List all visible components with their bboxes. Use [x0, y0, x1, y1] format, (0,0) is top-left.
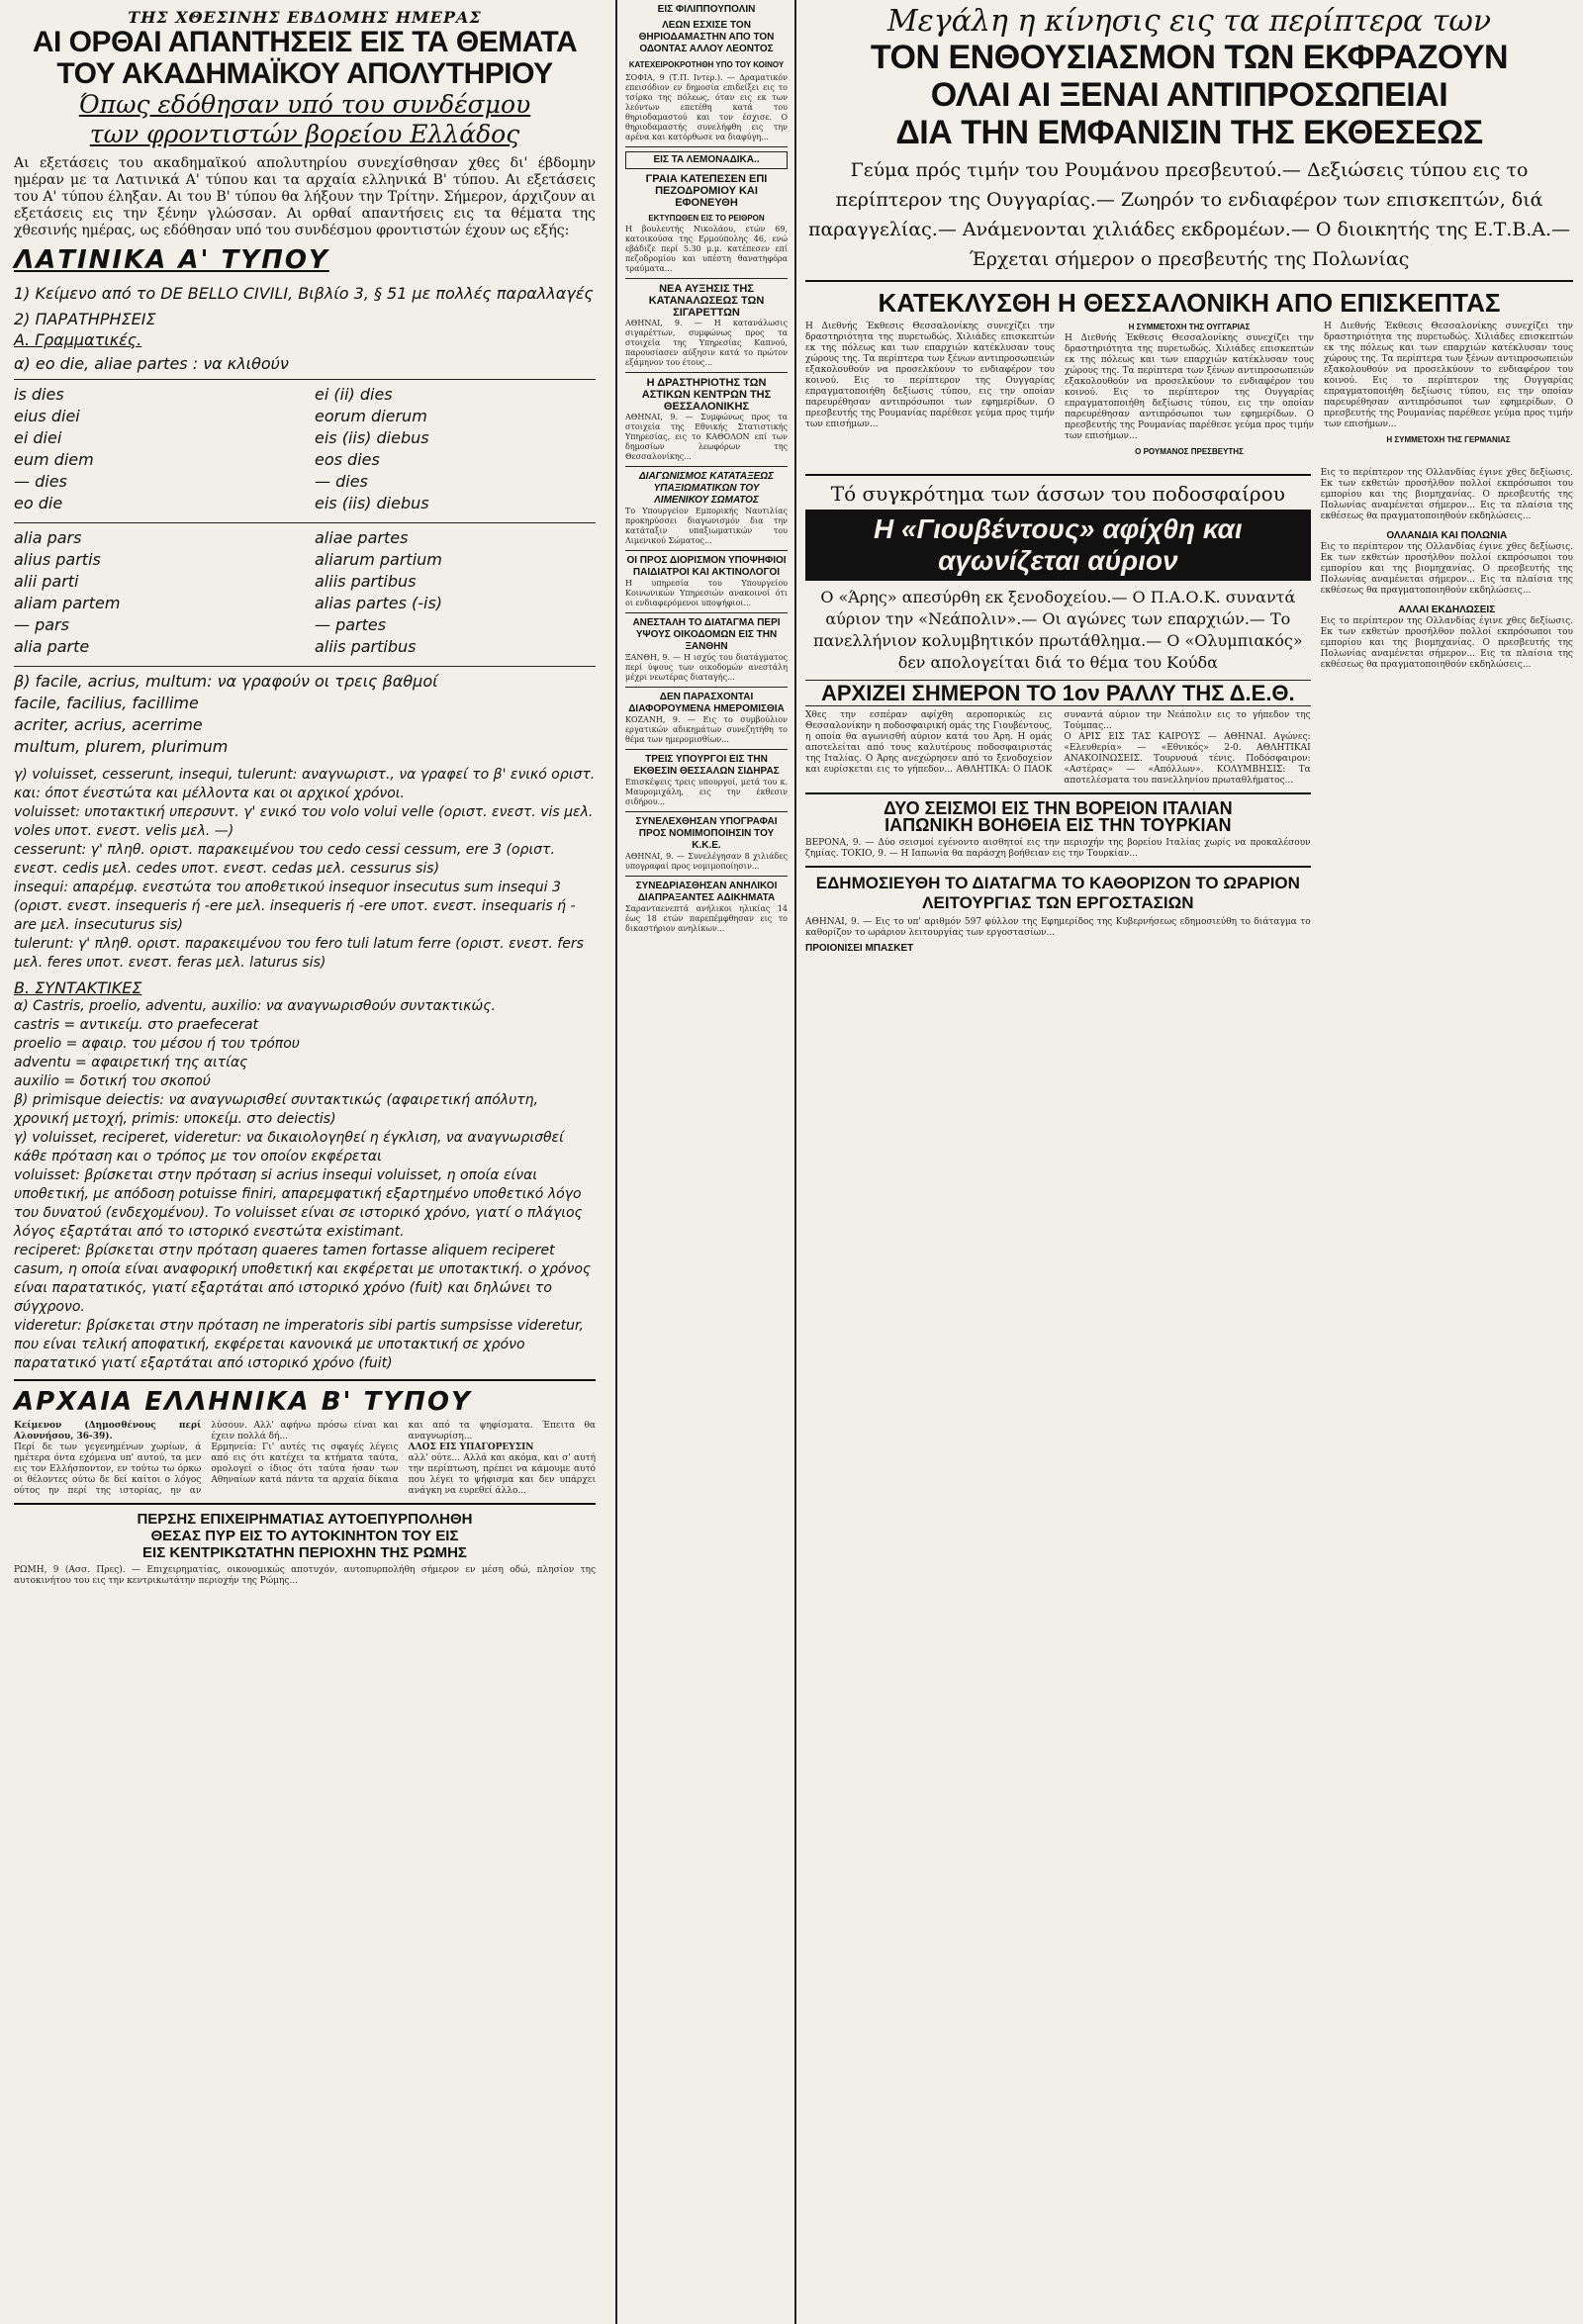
decl-cell: aliam partem: [14, 594, 121, 612]
divider: [625, 811, 788, 812]
latin-title: ΛΑΤΙΝΙΚΑ Α' ΤΥΠΟΥ: [14, 245, 329, 275]
mid-dateline: ΕΙΣ ΦΙΛΙΠΠΟΥΠΟΛΙΝ: [657, 4, 756, 15]
syntax-a4: adventu = αφαιρετική της αιτίας: [14, 1055, 248, 1070]
divider: [625, 876, 788, 877]
decl-cell: — dies: [315, 472, 368, 491]
left-column: [0, 0, 613, 2324]
mid-article-1-headline: ΛΕΩΝ ΕΣΧΙΣΕ ΤΟΝ ΘΗΡΙΟΔΑΜΑΣΤΗΝ ΑΠΟ ΤΟΝ ΟΔΟΝΤΑΣ ΑΛΛΟΥ ΛΕΟΝΤΟΣ: [638, 20, 775, 54]
mid-article-1-sub: ΚΑΤΕΧΕΙΡΟΚΡΟΤΗΘΗ ΥΠΟ ΤΟΥ ΚΟΙΝΟΥ: [628, 60, 785, 69]
mid-article-2-kicker: ΕΙΣ ΤΑ ΛΕΜΟΝΑΔΙΚΑ..: [625, 151, 788, 169]
divider: [625, 749, 788, 750]
persis-body: ΡΩΜΗ, 9 (Ασσ. Πρες). — Επιχειρηματίας, οικονομικώς αποτυχόν, αυτοπυρπολήθη σήμερον εν μέση οδώ, πλησίον της αυτοκινήτου του εις την κεντρικωτάτην περιοχήν της Ρώμης...: [14, 1565, 596, 1586]
mid-article-8-headline: ΔΕΝ ΠΑΡΑΣΧΟΝΤΑΙ ΔΙΑΦΟΡΟΥΜΕΝΑ ΗΜΕΡΟΜΙΣΘΙΑ: [628, 692, 785, 714]
mid-article-7-headline: ΑΝΕΣΤΑΛΗ ΤΟ ΔΙΑΤΑΓΜΑ ΠΕΡΙ ΥΨΟΥΣ ΟΙΚΟΔΟΜΩΝ ΕΙΣ ΤΗΝ ΞΑΝΘΗΝ: [632, 617, 781, 652]
latin-line-b3: acriter, acrius, acerrime: [14, 715, 203, 734]
decl-cell: aliarum partium: [315, 550, 442, 569]
right-column: [799, 0, 1583, 2324]
left-headline-2: ΤΟΥ ΑΚΑΔΗΜΑΪΚΟΥ ΑΠΟΛΥΤΗΡΙΟΥ: [56, 57, 553, 90]
mid-article-9-headline: ΤΡΕΙΣ ΥΠΟΥΡΓΟΙ ΕΙΣ ΤΗΝ ΕΚΘΕΣΙΝ ΘΕΣΣΑΛΩΝ ΣΙΔΗΡΑΣ: [633, 754, 780, 777]
sport-block: [805, 468, 1311, 955]
banner-line-3: ΔΙΑ ΤΗΝ ΕΜΦΑΝΙΣΙΝ ΤΗΣ ΕΚΘΕΣΕΩΣ: [895, 114, 1483, 151]
r2-col-2: [1065, 322, 1314, 458]
decl-cell: — dies: [14, 472, 67, 491]
greek-kimenon: Κείμενον (Δημοσθένους περί Αλοννήσου, 36-39).: [14, 1421, 202, 1441]
divider: [625, 612, 788, 613]
declension-table-2: [14, 522, 596, 658]
sport-results: Ο ΑΡΙΣ ΕΙΣ ΤΑΣ ΚΑΙΡΟΥΣ — ΑΘΗΝΑΙ. Αγώνες: «Ελευθερία» — «Εθνικός» 2-0. ΑΘΛΗΤΙΚΑΙ ΑΝΑΚΟΙΝΩΣΕΙΣ. Τουρνουά τένις. Ποδόσφαιρον: «Αστέρας» — «Απόλλων». ΚΟΛΥΜΒΗΣΙΣ: Τα αποτελέσματα του πανελληνίου πρωταθλήματος...: [1064, 732, 1311, 786]
right-side-block: [1321, 468, 1573, 955]
mid-article-4-body: ΑΘΗΝΑΙ, 9. — Συμφώνως προς τα στοιχεία της Εθνικής Στατιστικής Υπηρεσίας, εις το ΚΑΘΟΛΟΝ επί των δημοσίων λεωφόρων της Θεσσαλονίκης...: [625, 413, 788, 461]
decl-cell: alia parte: [14, 637, 90, 656]
decl-cell: is dies: [14, 385, 64, 404]
persis-title-2: ΘΕΣΑΣ ΠΥΡ ΕΙΣ ΤΟ ΑΥΤΟΚΙΝΗΤΟΝ ΤΟΥ ΕΙΣ: [150, 1528, 459, 1544]
latin-line-c5: tulerunt: γ' πληθ. οριστ. παρακειμένου του fero tuli latum ferre (οριστ. ενεστ. fers μελ. feres υποτ. ενεστ. feras μελ. laturus sis): [14, 936, 584, 971]
r2-body-repeat: Η Διεθνής Έκθεσις Θεσσαλονίκης συνεχίζει την δραστηριότητα της πυρετωδώς. Χιλιάδες επισκεπτών εκ της πόλεως και των επαρχιών κατέκλυσαν τους χώρους της. Τα περίπτερα των ξένων αντιπροσωπειών εξακολουθούν να προσελκύουν το ενδιαφέρον του κοινού. Εις το περίπτερον της Ουγγαρίας επραγματοποιήθη δεξίωσις τύπου, εις την οποίαν παρευρέθησαν αντιπρόσωποι των εφημερίδων. Ο πρεσβευτής της Ρουμανίας παρέθεσε γεύμα προς τιμήν των επισήμων...: [1065, 333, 1314, 441]
decl-cell: eo die: [14, 494, 63, 512]
latin-section-b: Β. ΣΥΝΤΑΚΤΙΚΕΣ: [14, 978, 142, 997]
left-subhead-2: των φροντιστών βορείου Ελλάδος: [89, 120, 520, 148]
decree-headline: ΕΔΗΜΟΣΙΕΥΘΗ ΤΟ ΔΙΑΤΑΓΜΑ ΤΟ ΚΑΘΟΡΙΖΟΝ ΤΟ ΩΡΑΡΙΟΝ ΛΕΙΤΟΥΡΓΙΑΣ ΤΩΝ ΕΡΓΟΣΤΑΣΙΩΝ: [815, 874, 1300, 912]
decl-cell: aliis partibus: [315, 572, 417, 591]
declension-1-plural: [315, 384, 596, 514]
r2-sub-3: Η ΣΥΜΜΕΤΟΧΗ ΤΗΣ ΓΕΡΜΑΝΙΑΣ: [1386, 435, 1511, 444]
left-subhead-1: Όπως εδόθησαν υπό του συνδέσμου: [78, 90, 531, 119]
sport-deck: Ο «Άρης» απεσύρθη εκ ξενοδοχείου.— Ο Π.Α.Ο.Κ. συναντά αύριον την «Νεάπολιν».— Οι αγώνες των επαρχιών.— Το πανελλήνιον κολυμβητικόν πρωτάθλημα.— Ο «Ολυμπιακός» δεν απολογείται διά το θέμα του Κούδα: [812, 588, 1303, 672]
decl-cell: ei diei: [14, 428, 62, 447]
r2-columns: [805, 322, 1573, 458]
mid-article-2-sub: ΕΚΤΥΠΩΘΕΝ ΕΙΣ ΤΟ ΡΕΙΘΡΟΝ: [648, 214, 765, 223]
decl-cell: eos dies: [315, 450, 380, 469]
syntax-c: γ) voluisset, reciperet, videretur: να δικαιολογηθεί η έγκλιση, να αναγνωρισθεί κάθε πρόταση και ο τρόπος με τον οποίον εκφέρεται: [14, 1130, 564, 1164]
left-kicker: ΤΗΣ ΧΘΕΣΙΝΗΣ ΕΒΔΟΜΗΣ ΗΜΕΡΑΣ: [128, 8, 482, 27]
mid-article-10-headline: ΣΥΝΕΛΕΧΘΗΣΑΝ ΥΠΟΓΡΑΦΑΙ ΠΡΟΣ ΝΟΜΙΜΟΠΟΙΗΣΙΝ ΤΟΥ Κ.Κ.Ε.: [635, 816, 778, 851]
r2-sub-2: Ο ΡΟΥΜΑΝΟΣ ΠΡΕΣΒΕΥΤΗΣ: [1135, 447, 1244, 456]
divider: [625, 550, 788, 551]
sport-headline-2: ΑΡΧΙΖΕΙ ΣΗΜΕΡΟΝ ΤΟ 1ον ΡΑΛΛΥ ΤΗΣ Δ.Ε.Θ.: [805, 680, 1311, 706]
mid-article-2-body: Η βουλευτής Νικολάου, ετών 69, κατοικούσα της Ερμούπολης 46, ενώ εβάδιζε περί 5.30 μ.μ. κατέπεσεν επί πεζοδρομίου και υπέστη θανατηφόρα τραύματα...: [625, 225, 788, 273]
sport-kicker: Τό συγκρότημα των άσσων του ποδοσφαίρου: [830, 482, 1285, 506]
middle-column: [621, 0, 792, 2324]
decl-cell: — pars: [14, 615, 69, 634]
syntax-a5: auxilio = δοτική του σκοπού: [14, 1073, 211, 1089]
left-intro: Αι εξετάσεις του ακαδημαϊκού απολυτηρίου συνεχίσθησαν χθες δι' έβδομην ημέραν με τα Λατινικά Α' τύπου και τα αρχαία ελληνικά Β' τύπου. Αι εξετάσεις του Α' τύπου έληξαν. Αι του Β' τύπου θα λήξουν την Τρίτην. Σήμερον, άρχιζουν αι εξετάσεις εις την ξένην γλώσσαν. Αι ορθαί απαντήσεις εις τα θέματα της χθεσινής ημέρας, ως εδόθησαν υπό του συνδέσμου φροντιστών έχουν ως εξής:: [14, 155, 596, 238]
divider: [625, 687, 788, 688]
syntax-c2: voluisset: βρίσκεται στην πρόταση si acrius insequi voluisset, η οποία είναι υποθετική, με απόδοση potuisse finiri, απαρεμφατική εξαρτημένο υποθετικό λόγο του δυνατού (ενδεχομένου). Το voluisset είναι σε ιστορικό χρόνο, γιατί ο πλάγιος λόγος εξαρτάται από το ιστορικό ενεστώτα existimant.: [14, 1167, 583, 1240]
quake-body: ΒΕΡΟΝΑ, 9. — Δύο σεισμοί εγένοντο αισθητοί εις την περιοχήν της βορείου Ιταλίας χωρίς να προκαλέσουν ζημίας. ΤΟΚΙΟ, 9. — Η Ιαπωνία θα παράσχη βοήθειαν εις την Τουρκίαν...: [805, 838, 1311, 859]
banner-line-1: ΤΟΝ ΕΝΘΟΥΣΙΑΣΜΟΝ ΤΩΝ ΕΚΦΡΑΖΟΥΝ: [870, 39, 1509, 76]
latin-line-c4: insequi: απαρέμφ. ενεστώτα του αποθετικού insequor insecutus sum insequi 3 (οριστ. ενεστ. insequeris ή -ere μελ. insequeris ή -ere υποτ. ενεστ. insequaris ή -are μελ. insecuturus sis): [14, 880, 576, 933]
mid-article-6-body: Η υπηρεσία του Υπουργείου Κοινωνικών Υπηρεσιών ανακοινοί ότι οι ενδιαφερόμενοι υποψήφιοι...: [625, 579, 788, 607]
mid-article-3-headline: ΝΕΑ ΑΥΞΗΣΙΣ ΤΗΣ ΚΑΤΑΝΑΛΩΣΕΩΣ ΤΩΝ ΣΙΓΑΡΕΤΤΩΝ: [648, 283, 765, 319]
divider: [805, 280, 1573, 282]
right-side-body-repeat: Εις το περίπτερον της Ολλανδίας έγινε χθες δεξίωσις. Εκ των εκθετών προσήλθον πολλοί εκπρόσωποι του εμπορίου και της βιομηχανίας. Ο πρεσβευτής της Πολωνίας αναμένεται σήμερον... Εις τα πλαίσια της εκθέσεως θα πραγματοποιηθούν εκδηλώσεις...: [1320, 542, 1573, 596]
decl-cell: aliae partes: [315, 528, 409, 547]
divider: [14, 1503, 596, 1505]
right-side-head-2: ΑΛΛΑΙ ΕΚΔΗΛΩΣΕΙΣ: [1398, 604, 1496, 615]
decl-cell: eis (iis) diebus: [315, 494, 429, 512]
divider: [805, 792, 1311, 794]
mid-article-10-body: ΑΘΗΝΑΙ, 9. — Συνελέγησαν 8 χιλιάδες υπογραφαί προς νομιμοποίησιν...: [625, 852, 788, 871]
greek-body-1: Περί δε των γεγενημένων χωρίων, ά ημέτερα όντα εχόμενα υπ' αυτού, τα μεν εις τον Ελλήσποντον, εν τούτω τω όρκω οι θέλοντες ούτω δε δεί καίτοι ο λόγος ούτος ην περί της ιστορίας, ην αν λύσουν. Αλλ' αφήνω πρόσω είναι και έχειν πολλά δή...: [14, 1421, 399, 1496]
latin-item-2: 2) ΠΑΡΑΤΗΡΗΣΕΙΣ: [14, 310, 156, 328]
latin-line-c3: cesserunt: γ' πληθ. οριστ. παρακειμένου του cedo cessi cessum, ere 3 (οριστ. ενεστ. cedis μελ. cedes υποτ. ενεστ. cedas μελ. cessurus sis): [14, 842, 555, 877]
lower-right: [805, 468, 1573, 955]
r2-col-3: [1324, 322, 1573, 458]
mid-article-2-headline: ΓΡΑΙΑ ΚΑΤΕΠΕΣΕΝ ΕΠΙ ΠΕΖΟΔΡΟΜΙΟΥ ΚΑΙ ΕΦΟΝΕΥΘΗ: [645, 173, 768, 209]
decl-cell: aliis partibus: [315, 637, 417, 656]
divider: [625, 278, 788, 279]
sport-body: Χθες την εσπέραν αφίχθη αεροπορικώς εις Θεσσαλονίκην η ποδοσφαιρική ομάς της Γιουβέντους, η οποία θα αγωνισθή αύριον κατά του Άρη. Η ομάς αποτελείται από τους καλυτέρους ποδοσφαιριστάς της Ιταλίας. Ο Άρης ανεχώρησεν από το ξενοδοχείον και ευρίσκεται εις το γήπεδον... ΑΘΛΗΤΙΚΑ: Ο ΠΑΟΚ συναντά αύριον την Νεάπολιν εις το γήπεδον της Τούμπας...: [805, 710, 1311, 775]
declension-2-plural: [315, 527, 596, 658]
mid-article-3-body: ΑΘΗΝΑΙ, 9. — Η κατανάλωσις σιγαρέττων, συμφώνως προς τα στοιχεία της Υπηρεσίας Καπνού, παρουσίασεν αύξησιν κατά το πρώτον εξάμηνον του έτους...: [625, 319, 788, 367]
banner-deck: Γεύμα πρός τιμήν του Ρουμάνου πρεσβευτού.— Δεξιώσεις τύπου εις το περίπτερον της Ουγγαρίας.— Ζωηρόν το ενδιαφέρον των επισκεπτών, διά παραγγελίας.— Ανάμενονται χιλιάδες εκδρομέων.— Ο διοικητής της Ε.Τ.Β.Α.— Έρχεται σήμερον ο πρεσβευτής της Πολωνίας: [807, 159, 1571, 270]
greek-body-3: αλλ' ούτε... Αλλά και ακόμα, και σ' αυτή την περίπτωση, πρέπει να κάμουμε αυτό που λέγει το ψήφισμα και δεν υπάρχει ανάγκη να ευρεθεί άλλο...: [408, 1453, 596, 1496]
decl-cell: — partes: [315, 615, 387, 634]
banner-line-2: ΟΛΑΙ ΑΙ ΞΕΝΑΙ ΑΝΤΙΠΡΟΣΩΠΕΙΑΙ: [930, 76, 1448, 114]
decl-cell: eius diei: [14, 407, 80, 425]
divider: [14, 1379, 596, 1381]
greek-body: [14, 1421, 596, 1497]
latin-line-b: β) facile, acrius, multum: να γραφούν οι τρεις βαθμοί: [14, 666, 596, 693]
mid-article-7-body: ΞΑΝΘΗ, 9. — Η ισχύς του διατάγματος περί ύψους των οικοδομών ανεστάλη μέχρι νεωτέρας διαταγής...: [625, 653, 788, 682]
decl-cell: alias partes (-is): [315, 594, 443, 612]
decl-cell: alius partis: [14, 550, 101, 569]
latin-line-b2: facile, facilius, facillime: [14, 694, 199, 712]
r2-sub-1: Η ΣΥΜΜΕΤΟΧΗ ΤΗΣ ΟΥΓΓΑΡΙΑΣ: [1128, 323, 1251, 331]
quake-headline-2: ΙΑΠΩΝΙΚΗ ΒΟΗΘΕΙΑ ΕΙΣ ΤΗΝ ΤΟΥΡΚΙΑΝ: [885, 815, 1232, 835]
syntax-a: α) Castris, proelio, adventu, auxilio: να αναγνωρισθούν συντακτικώς.: [14, 998, 496, 1014]
decree-body: ΑΘΗΝΑΙ, 9. — Εις το υπ' αριθμόν 597 φύλλον της Εφημερίδος της Κυβερνήσεως εδημοσιεύθη το διάταγμα το καθορίζον το ωράριον λειτουργίας των εργοστασίων...: [805, 917, 1311, 938]
r2-body-repeat: Η Διεθνής Έκθεσις Θεσσαλονίκης συνεχίζει την δραστηριότητα της πυρετωδώς. Χιλιάδες επισκεπτών εκ της πόλεως και των επαρχιών κατέκλυσαν τους χώρους της. Τα περίπτερα των ξένων αντιπροσωπειών εξακολουθούν να προσελκύουν το ενδιαφέρον του κοινού. Εις το περίπτερον της Ουγγαρίας επραγματοποιήθη δεξίωσις τύπου, εις την οποίαν παρευρέθησαν αντιπρόσωποι των εφημερίδων. Ο πρεσβευτής της Ρουμανίας παρέθεσε γεύμα προς τιμήν των επισήμων...: [1324, 322, 1573, 429]
mid-article-6-headline: ΟΙ ΠΡΟΣ ΔΙΟΡΙΣΜΟΝ ΥΠΟΨΗΦΙΟΙ ΠΑΙΔΙΑΤΡΟΙ ΚΑΙ ΑΚΤΙΝΟΛΟΓΟΙ: [626, 555, 787, 578]
mid-article-11-body: Σαρανταενεπτά ανήλικοι ηλικίας 14 έως 18 ετών παρεπέμφθησαν εις το δικαστήριον ανηλίκων...: [625, 904, 788, 933]
divider: [625, 372, 788, 373]
decl-cell: alia pars: [14, 528, 82, 547]
latin-line-b4: multum, plurem, plurimum: [14, 737, 229, 756]
divider: [625, 146, 788, 147]
latin-line-c2: voluisset: υποτακτική υπερσυντ. γ' ενικό του volo volui velle (οριστ. ενεστ. vis μελ. voles υποτ. ενεστ. velis μελ. —): [14, 804, 594, 839]
syntax-a3: proelio = αφαιρ. του μέσου ή του τρόπου: [14, 1036, 300, 1052]
column-rule: [794, 0, 796, 2324]
r2-body: Η Διεθνής Έκθεσις Θεσσαλονίκης συνεχίζει την δραστηριότητα της πυρετωδώς. Χιλιάδες επισκεπτών εκ της πόλεως και των επαρχιών κατέκλυσαν τους χώρους της. Τα περίπτερα των ξένων αντιπροσωπειών εξακολουθούν να προσελκύουν το ενδιαφέρον του κοινού. Εις το περίπτερον της Ουγγαρίας επραγματοποιήθη δεξίωσις τύπου, εις την οποίαν παρευρέθησαν αντιπρόσωποι των εφημερίδων. Ο πρεσβευτής της Ρουμανίας παρέθεσε γεύμα προς τιμήν των επισήμων...: [805, 322, 1055, 429]
mid-article-5-headline: ΔΙΑΓΩΝΙΣΜΟΣ ΚΑΤΑΤΑΞΕΩΣ ΥΠΑΞΙΩΜΑΤΙΚΩΝ ΤΟΥ ΛΙΜΕΝΙΚΟΥ ΣΩΜΑΤΟΣ: [638, 471, 775, 506]
r2-headline: ΚΑΤΕΚΛΥΣΘΗ Η ΘΕΣΣΑΛΟΝΙΚΗ ΑΠΟ ΕΠΙΣΚΕΠΤΑΣ: [878, 288, 1501, 318]
decl-cell: eorum dierum: [315, 407, 427, 425]
latin-item-2a: Α. Γραμματικές.: [14, 330, 142, 349]
declension-2-singular: [14, 527, 295, 658]
sport-banner: Η «Γιουβέντους» αφίχθη και αγωνίζεται αύριον: [805, 510, 1311, 581]
mid-article-5-body: Το Υπουργείον Εμπορικής Ναυτιλίας προκηρύσσει διαγωνισμόν δια την κατάταξιν υπαξιωματικών του Λιμενικού Σώματος...: [625, 507, 788, 545]
syntax-a2: castris = αντικείμ. στο praefecerat: [14, 1017, 259, 1033]
latin-line-c: γ) voluisset, cesserunt, insequi, tulerunt: αναγνωριστ., να γραφεί το β' ενικό οριστ. και: όποτ ένεστώτα και μέλλοντα και οι αρχικοί χρόνοι.: [14, 767, 596, 801]
syntax-c4: videretur: βρίσκεται στην πρόταση ne imperatoris sibi partis sumpsisse videretur, που είναι τελική αποφατική, εκφέρεται κανονικά με υποτακτική σε χρόνο παρατατικό γιατί εξαρτάται από ιστορικό χρόνο (fuit): [14, 1318, 584, 1371]
persis-title-1: ΠΕΡΣΗΣ ΕΠΙΧΕΙΡΗΜΑΤΙΑΣ ΑΥΤΟΕΠΥΡΠΟΛΗΘΗ: [137, 1511, 473, 1528]
right-side-body-repeat: Εις το περίπτερον της Ολλανδίας έγινε χθες δεξίωσις. Εκ των εκθετών προσήλθον πολλοί εκπρόσωποι του εμπορίου και της βιομηχανίας. Ο πρεσβευτής της Πολωνίας αναμένεται σήμερον... Εις τα πλαίσια της εκθέσεως θα πραγματοποιηθούν εκδηλώσεις...: [1320, 616, 1573, 670]
divider: [805, 474, 1311, 476]
mid-article-8-body: ΚΟΖΑΝΗ, 9. — Εις το συμβούλιον εργατικών αδικημάτων συνεζητήθη το θέμα των ημερομισθίων...: [625, 715, 788, 744]
r2-col-1: [805, 322, 1055, 458]
syntax-c3: reciperet: βρίσκεται στην πρόταση quaeres tamen fortasse aliquem reciperet casum, η οποία είναι αναφορική υποθετική και εκφέρεται με υποτακτική. ο χρόνος είναι παρατατικός, γιατί εξαρτάται από ιστορικό χρόνο (fuit) και δηλώνει το σύγχρονο.: [14, 1243, 592, 1315]
decl-cell: alii parti: [14, 572, 79, 591]
decl-cell: eum diem: [14, 450, 94, 469]
footer-more: ΠΡΟΙΟΝΙΣΕΙ ΜΠΑΣΚΕΤ: [805, 943, 914, 954]
greek-notes-label: ΛΛΟΣ ΕΙΣ ΥΠΑΓΟΡΕΥΣΙΝ: [408, 1442, 534, 1452]
declension-table-1: [14, 379, 596, 514]
banner-top: Μεγάλη η κίνησις εις τα περίπτερα των: [886, 4, 1492, 39]
divider: [625, 466, 788, 467]
mid-article-1-body: ΣΟΦΙΑ, 9 (Τ.Π. Ιντερ.). — Δραματικόν επεισόδιον εν δημοσία επιδείξει εις το τσίρκο της πόλεως, όταν εις εκ των λεόντων επετέθη κατά του θηριοδαμαστού και τον έσχισε. Ο θηριοδαμαστής συνελήφθη εις την αρένα και κατόρθωσε να διαφύγη...: [625, 73, 788, 141]
sport-body-columns: [805, 710, 1311, 787]
right-side-body: Εις το περίπτερον της Ολλανδίας έγινε χθες δεξίωσις. Εκ των εκθετών προσήλθον πολλοί εκπρόσωποι του εμπορίου και της βιομηχανίας. Ο πρεσβευτής της Πολωνίας αναμένεται σήμερον... Εις τα πλαίσια της εκθέσεως θα πραγματοποιηθούν εκδηλώσεις...: [1320, 468, 1573, 521]
left-headline-1: ΑΙ ΟΡΘΑΙ ΑΠΑΝΤΗΣΕΙΣ ΕΙΣ ΤΑ ΘΕΜΑΤΑ: [32, 26, 578, 58]
latin-line-a: α) eo die, aliae partes : να κλιθούν: [14, 354, 289, 373]
right-side-head-1: ΟΛΛΑΝΔΙΑ ΚΑΙ ΠΟΛΩΝΙΑ: [1386, 530, 1508, 541]
column-rule: [615, 0, 617, 2324]
decl-cell: eis (iis) diebus: [315, 428, 429, 447]
divider: [805, 866, 1311, 868]
mid-article-11-headline: ΣΥΝΕΔΡΙΑΣΘΗΣΑΝ ΑΝΗΛΙΚΟΙ ΔΙΑΠΡΑΞΑΝΤΕΣ ΑΔΙΚΗΜΑΤΑ: [635, 881, 778, 903]
mid-article-9-body: Επισκέψεις τρεις υπουργοί, μετά του κ. Μαυρομιχάλη, εις την έκθεσιν σιδήρου...: [625, 778, 788, 806]
declension-1-singular: [14, 384, 295, 514]
persis-title-3: ΕΙΣ ΚΕΝΤΡΙΚΩΤΑΤΗΝ ΠΕΡΙΟΧΗΝ ΤΗΣ ΡΩΜΗΣ: [142, 1544, 467, 1561]
greek-title: ΑΡΧΑΙΑ ΕΛΛΗΝΙΚΑ Β' ΤΥΠΟΥ: [14, 1387, 472, 1417]
mid-article-4-headline: Η ΔΡΑΣΤΗΡΙΟΤΗΣ ΤΩΝ ΑΣΤΙΚΩΝ ΚΕΝΤΡΩΝ ΤΗΣ ΘΕΣΣΑΛΟΝΙΚΗΣ: [641, 377, 772, 413]
decl-cell: ei (ii) dies: [315, 385, 393, 404]
greek-body-2: Ερμηνεία: Γι' αυτές τις σφαγές λέγεις από εις ότι κατέχει τα κτήματα ταύτα, ομολογεί ο ίδιος ότι ταύτα ήσαν των Αθηναίων κατά πάντα τα αρχαία δίκαια και από τα ψηφίσματα. Έπειτα θα αναγνωρίση...: [211, 1421, 596, 1485]
latin-item-1: 1) Κείμενο από το DE BELLO CIVILI, Βιβλίο 3, § 51 με πολλές παραλλαγές: [14, 284, 594, 303]
syntax-b: β) primisque deiectis: να αναγνωρισθεί συντακτικώς (αφαιρετική απόλυτη, χρονική μετοχή, primis: υποκείμ. στο deiectis): [14, 1092, 538, 1127]
quake-headline-1: ΔΥΟ ΣΕΙΣΜΟΙ ΕΙΣ ΤΗΝ ΒΟΡΕΙΟΝ ΙΤΑΛΙΑΝ: [883, 798, 1233, 818]
